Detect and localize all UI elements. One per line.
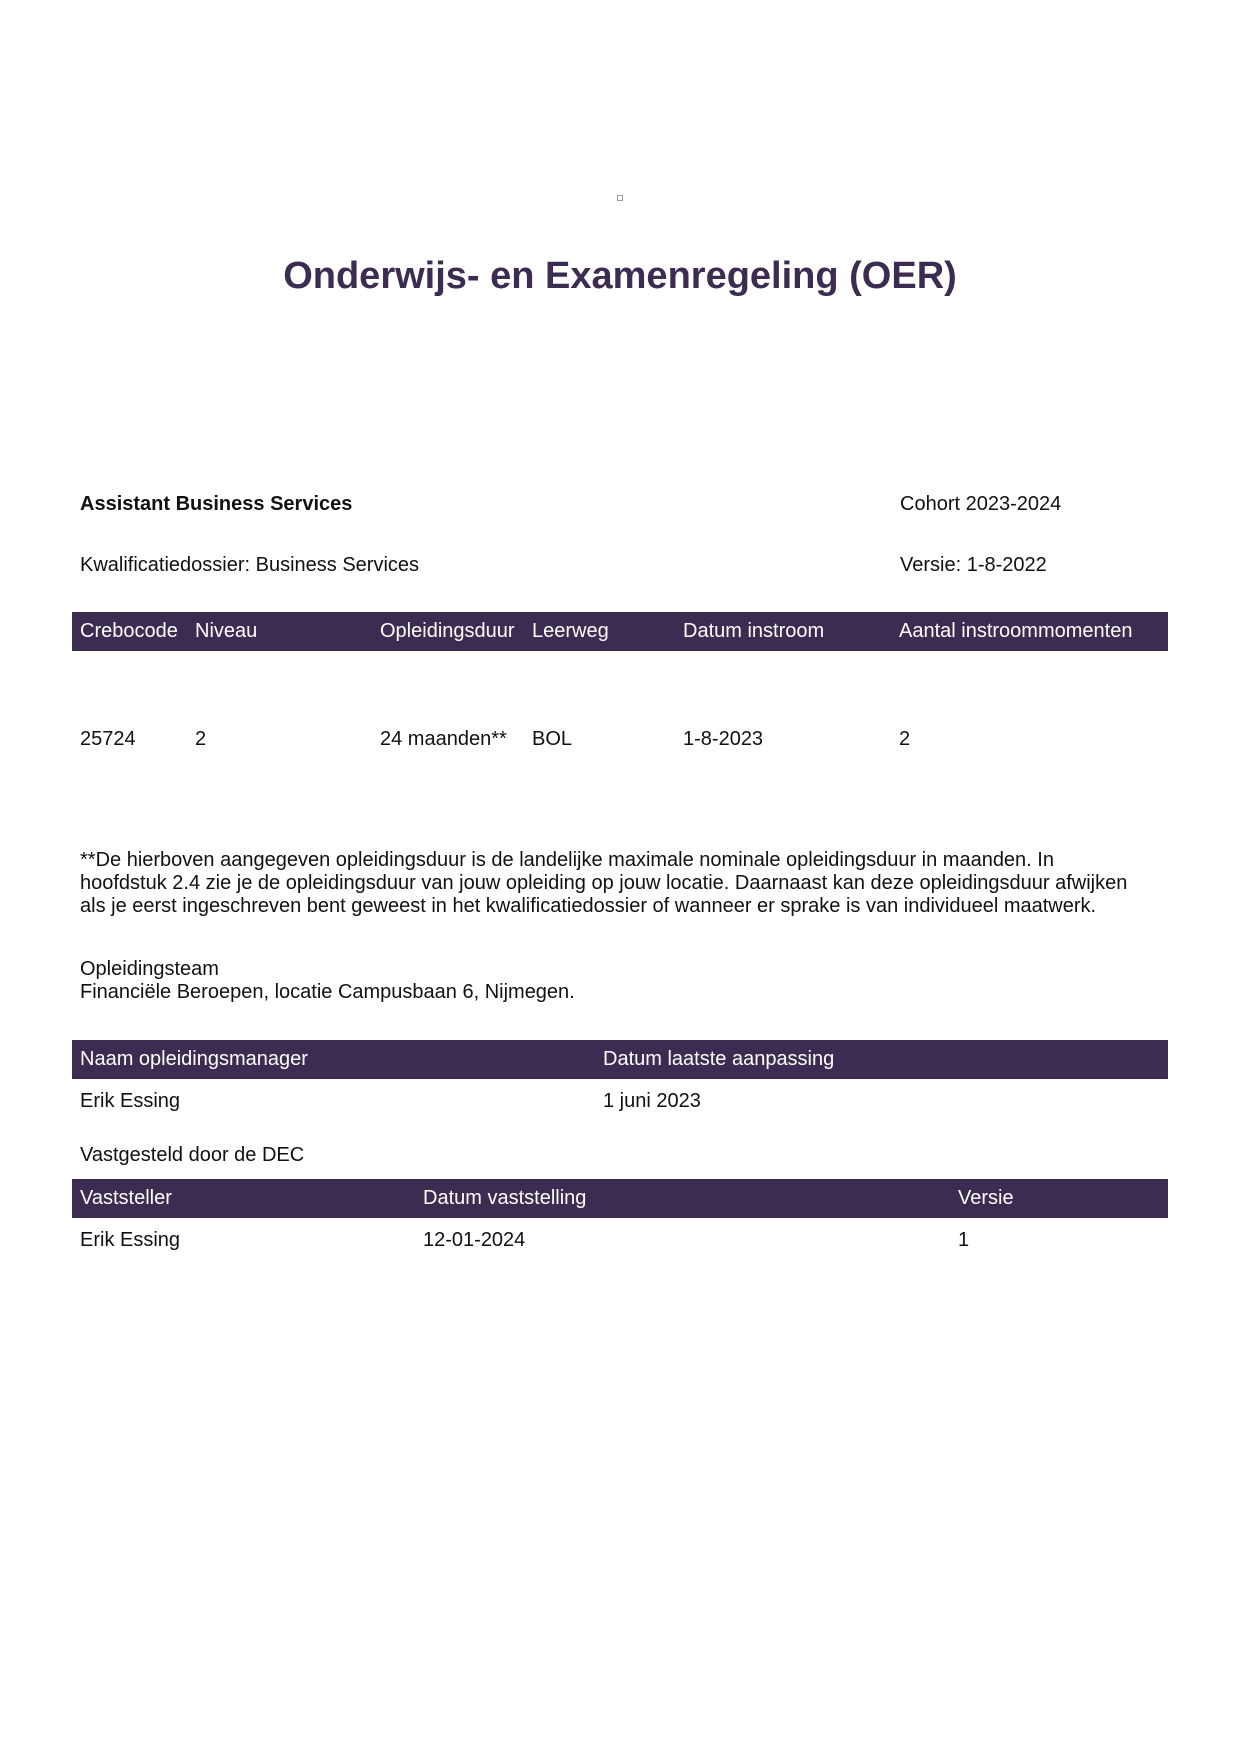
cell-niveau: 2 <box>195 728 207 750</box>
program-name: Assistant Business Services <box>80 493 353 515</box>
dec-label: Vastgesteld door de DEC <box>80 1144 305 1166</box>
column-header-vaststeller: Vaststeller <box>80 1187 172 1209</box>
cell-aantal-instroommomenten: 2 <box>899 728 911 750</box>
column-header-niveau: Niveau <box>195 620 258 642</box>
column-header-aantal-instroommomenten: Aantal instroommomenten <box>899 620 1133 642</box>
cell-leerweg: BOL <box>532 728 573 750</box>
manager-table-header <box>72 1040 1168 1079</box>
column-header-datum-laatste-aanpassing: Datum laatste aanpassing <box>603 1048 835 1070</box>
team-location: Financiële Beroepen, locatie Campusbaan 6, Nijmegen. <box>80 981 575 1003</box>
cell-opleidingsduur: 24 maanden** <box>380 728 507 750</box>
cell-last-modified: 1 juni 2023 <box>603 1090 701 1112</box>
column-header-opleidingsduur: Opleidingsduur <box>380 620 515 642</box>
column-header-versie: Versie <box>958 1187 1014 1209</box>
qualification-dossier: Kwalificatiedossier: Business Services <box>80 554 420 576</box>
cell-datum-vaststelling: 12-01-2024 <box>423 1229 526 1251</box>
column-header-leerweg: Leerweg <box>532 620 609 642</box>
program-table-header <box>72 612 1168 651</box>
cell-datum-instroom: 1-8-2023 <box>683 728 764 750</box>
footnote-line: hoofdstuk 2.4 zie je de opleidingsduur van jouw opleiding op jouw locatie. Daarnaast kan deze opleidingsduur afwijken <box>80 872 1128 894</box>
cell-versie: 1 <box>958 1229 970 1251</box>
footnote-line: **De hierboven aangegeven opleidingsduur is de landelijke maximale nominale opleidingsduur in maanden. In <box>80 849 1054 871</box>
version-label: Versie: 1-8-2022 <box>900 554 1047 576</box>
cell-manager-name: Erik Essing <box>80 1090 181 1112</box>
column-header-crebocode: Crebocode <box>80 620 178 642</box>
footnote-line: als je eerst ingeschreven bent geweest in het kwalificatiedossier of wanneer er sprake is van individueel maatwerk. <box>80 895 1097 917</box>
cohort-label: Cohort 2023-2024 <box>900 493 1062 515</box>
approval-table-header <box>72 1179 1168 1218</box>
cell-vaststeller: Erik Essing <box>80 1229 181 1251</box>
duration-footnote <box>80 849 1165 918</box>
team-label: Opleidingsteam <box>80 958 219 980</box>
document-title: Onderwijs- en Examenregeling (OER) <box>283 255 957 297</box>
column-header-datum-instroom: Datum instroom <box>683 620 825 642</box>
cell-crebocode: 25724 <box>80 728 136 750</box>
column-header-naam-opleidingsmanager: Naam opleidingsmanager <box>80 1048 308 1070</box>
column-header-datum-vaststelling: Datum vaststelling <box>423 1187 587 1209</box>
image-placeholder-icon <box>617 195 623 201</box>
